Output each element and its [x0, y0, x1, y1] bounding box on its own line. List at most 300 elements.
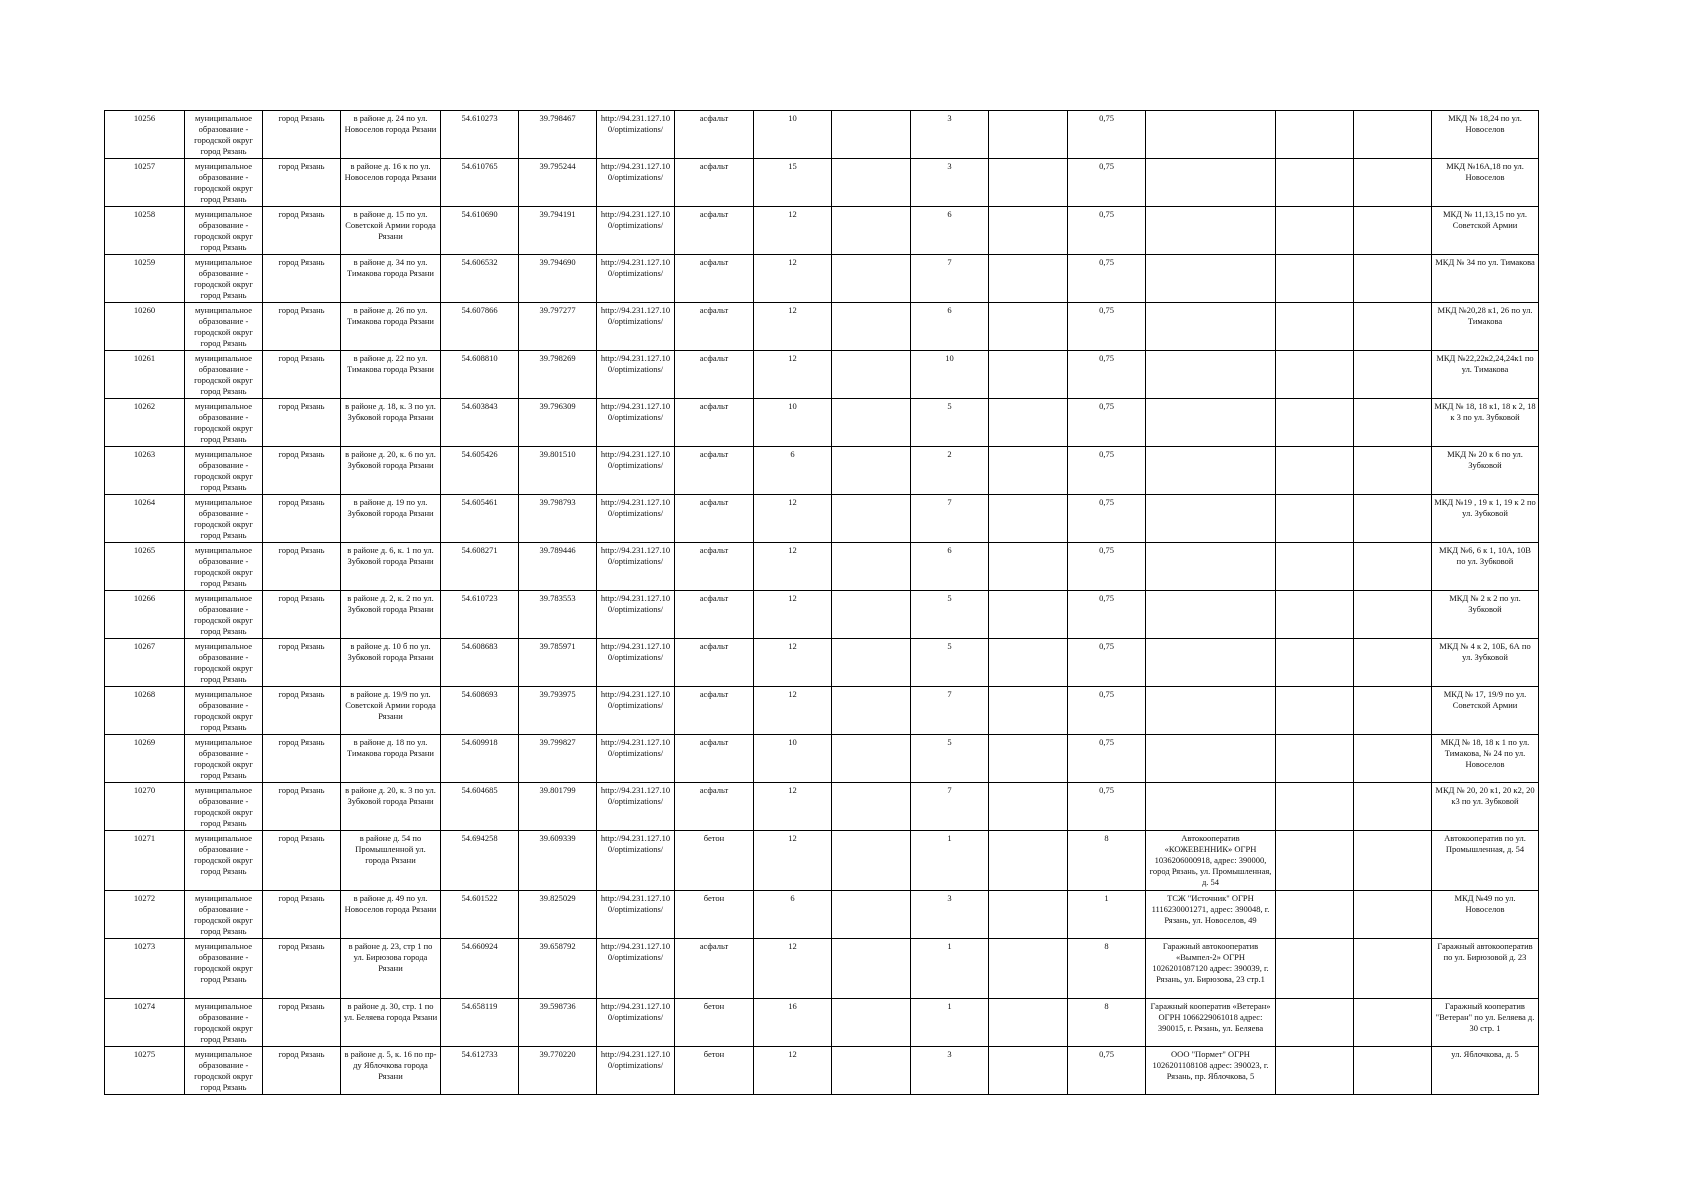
cell-containers: 7: [911, 495, 989, 543]
cell-map-link[interactable]: http://94.231.127.100/optimizations/: [597, 447, 675, 495]
cell-empty-2: [989, 159, 1068, 207]
cell-owner: ООО "Пормет" ОГРН 1026201108108 адрес: 390023, г. Рязань, пр. Яблочкова, 5: [1146, 1047, 1276, 1095]
cell-containers: 1: [911, 939, 989, 999]
cell-empty-1: [832, 735, 911, 783]
cell-empty-4: [1354, 303, 1432, 351]
cell-map-link[interactable]: http://94.231.127.100/optimizations/: [597, 831, 675, 891]
cell-empty-1: [832, 303, 911, 351]
cell-id: 10271: [105, 831, 185, 891]
cell-map-link[interactable]: http://94.231.127.100/optimizations/: [597, 735, 675, 783]
cell-source: МКД № 20 к 6 по ул. Зубковой: [1432, 447, 1539, 495]
cell-address: в районе д. 18 по ул. Тимакова города Рязани: [341, 735, 441, 783]
cell-empty-3: [1276, 447, 1354, 495]
cell-longitude: 39.797277: [519, 303, 597, 351]
cell-containers: 10: [911, 351, 989, 399]
cell-volume: 0,75: [1068, 1047, 1146, 1095]
cell-id: 10270: [105, 783, 185, 831]
cell-empty-4: [1354, 111, 1432, 159]
cell-empty-2: [989, 351, 1068, 399]
cell-empty-2: [989, 891, 1068, 939]
cell-empty-4: [1354, 543, 1432, 591]
cell-area: 12: [754, 351, 832, 399]
cell-source: МКД № 18, 18 к 1 по ул. Тимакова, № 24 по ул. Новоселов: [1432, 735, 1539, 783]
cell-empty-3: [1276, 159, 1354, 207]
cell-longitude: 39.798467: [519, 111, 597, 159]
cell-area: 16: [754, 999, 832, 1047]
cell-id: 10275: [105, 1047, 185, 1095]
table-row: [105, 303, 1539, 351]
cell-source: МКД № 18,24 по ул. Новоселов: [1432, 111, 1539, 159]
cell-owner: [1146, 735, 1276, 783]
cell-surface: бетон: [675, 999, 754, 1047]
cell-municipality: муниципальное образование - городской округ город Рязань: [185, 831, 263, 891]
cell-surface: асфальт: [675, 639, 754, 687]
cell-municipality: муниципальное образование - городской округ город Рязань: [185, 303, 263, 351]
cell-empty-4: [1354, 495, 1432, 543]
cell-map-link[interactable]: http://94.231.127.100/optimizations/: [597, 999, 675, 1047]
cell-empty-3: [1276, 1047, 1354, 1095]
cell-empty-4: [1354, 591, 1432, 639]
cell-municipality: муниципальное образование - городской округ город Рязань: [185, 351, 263, 399]
cell-source: МКД № 17, 19/9 по ул. Советской Армии: [1432, 687, 1539, 735]
cell-address: в районе д. 15 по ул. Советской Армии города Рязани: [341, 207, 441, 255]
cell-address: в районе д. 18, к. 3 по ул. Зубковой города Рязани: [341, 399, 441, 447]
cell-latitude: 54.605426: [441, 447, 519, 495]
cell-address: в районе д. 54 по Промышленной ул. города Рязани: [341, 831, 441, 891]
cell-settlement: город Рязань: [263, 255, 341, 303]
cell-source: МКД № 4 к 2, 10Б, 6А по ул. Зубковой: [1432, 639, 1539, 687]
cell-latitude: 54.604685: [441, 783, 519, 831]
cell-empty-2: [989, 591, 1068, 639]
cell-municipality: муниципальное образование - городской округ город Рязань: [185, 891, 263, 939]
cell-empty-4: [1354, 735, 1432, 783]
cell-source: Автокооператив по ул. Промышленная, д. 54: [1432, 831, 1539, 891]
cell-empty-4: [1354, 999, 1432, 1047]
cell-address: в районе д. 20, к. 6 по ул. Зубковой города Рязани: [341, 447, 441, 495]
cell-settlement: город Рязань: [263, 351, 341, 399]
cell-owner: [1146, 591, 1276, 639]
cell-containers: 7: [911, 687, 989, 735]
cell-empty-1: [832, 999, 911, 1047]
cell-latitude: 54.694258: [441, 831, 519, 891]
cell-empty-3: [1276, 207, 1354, 255]
cell-owner: [1146, 495, 1276, 543]
cell-empty-3: [1276, 111, 1354, 159]
cell-address: в районе д. 23, стр 1 по ул. Бирюзова города Рязани: [341, 939, 441, 999]
cell-map-link[interactable]: http://94.231.127.100/optimizations/: [597, 939, 675, 999]
cell-longitude: 39.799827: [519, 735, 597, 783]
cell-area: 6: [754, 447, 832, 495]
table-row: [105, 1047, 1539, 1095]
cell-settlement: город Рязань: [263, 207, 341, 255]
cell-area: 12: [754, 255, 832, 303]
cell-area: 10: [754, 735, 832, 783]
cell-containers: 6: [911, 207, 989, 255]
table-row: [105, 255, 1539, 303]
cell-area: 12: [754, 783, 832, 831]
cell-surface: бетон: [675, 1047, 754, 1095]
cell-municipality: муниципальное образование - городской округ город Рязань: [185, 207, 263, 255]
cell-address: в районе д. 20, к. 3 по ул. Зубковой города Рязани: [341, 783, 441, 831]
cell-empty-4: [1354, 159, 1432, 207]
cell-empty-3: [1276, 783, 1354, 831]
cell-empty-1: [832, 639, 911, 687]
cell-area: 12: [754, 831, 832, 891]
cell-settlement: город Рязань: [263, 543, 341, 591]
cell-volume: 0,75: [1068, 303, 1146, 351]
cell-empty-2: [989, 831, 1068, 891]
cell-surface: асфальт: [675, 159, 754, 207]
cell-containers: 5: [911, 639, 989, 687]
cell-volume: 1: [1068, 891, 1146, 939]
cell-empty-2: [989, 207, 1068, 255]
cell-area: 12: [754, 303, 832, 351]
cell-surface: асфальт: [675, 495, 754, 543]
cell-empty-4: [1354, 939, 1432, 999]
cell-id: 10265: [105, 543, 185, 591]
cell-municipality: муниципальное образование - городской округ город Рязань: [185, 111, 263, 159]
cell-id: 10259: [105, 255, 185, 303]
cell-settlement: город Рязань: [263, 303, 341, 351]
cell-settlement: город Рязань: [263, 639, 341, 687]
cell-settlement: город Рязань: [263, 831, 341, 891]
cell-empty-4: [1354, 1047, 1432, 1095]
registry-table: [104, 110, 1539, 1095]
cell-map-link[interactable]: http://94.231.127.100/optimizations/: [597, 783, 675, 831]
cell-volume: 0,75: [1068, 687, 1146, 735]
cell-map-link[interactable]: http://94.231.127.100/optimizations/: [597, 495, 675, 543]
cell-empty-1: [832, 783, 911, 831]
cell-id: 10269: [105, 735, 185, 783]
cell-containers: 1: [911, 999, 989, 1047]
cell-longitude: 39.794690: [519, 255, 597, 303]
cell-empty-4: [1354, 687, 1432, 735]
cell-address: в районе д. 16 к по ул. Новоселов города Рязани: [341, 159, 441, 207]
cell-area: 15: [754, 159, 832, 207]
cell-municipality: муниципальное образование - городской округ город Рязань: [185, 939, 263, 999]
cell-address: в районе д. 30, стр. 1 по ул. Беляева города Рязани: [341, 999, 441, 1047]
cell-settlement: город Рязань: [263, 111, 341, 159]
cell-containers: 7: [911, 255, 989, 303]
cell-map-link[interactable]: http://94.231.127.100/optimizations/: [597, 255, 675, 303]
cell-settlement: город Рязань: [263, 495, 341, 543]
cell-map-link[interactable]: http://94.231.127.100/optimizations/: [597, 639, 675, 687]
cell-longitude: 39.801510: [519, 447, 597, 495]
cell-map-link[interactable]: http://94.231.127.100/optimizations/: [597, 399, 675, 447]
cell-address: в районе д. 19/9 по ул. Советской Армии города Рязани: [341, 687, 441, 735]
cell-address: в районе д. 19 по ул. Зубковой города Рязани: [341, 495, 441, 543]
table-row: [105, 495, 1539, 543]
cell-map-link[interactable]: http://94.231.127.100/optimizations/: [597, 303, 675, 351]
cell-id: 10273: [105, 939, 185, 999]
cell-latitude: 54.610690: [441, 207, 519, 255]
cell-area: 10: [754, 399, 832, 447]
cell-municipality: муниципальное образование - городской округ город Рязань: [185, 999, 263, 1047]
cell-latitude: 54.609918: [441, 735, 519, 783]
cell-settlement: город Рязань: [263, 591, 341, 639]
cell-id: 10264: [105, 495, 185, 543]
cell-empty-2: [989, 543, 1068, 591]
cell-surface: бетон: [675, 831, 754, 891]
cell-longitude: 39.609339: [519, 831, 597, 891]
cell-containers: 3: [911, 1047, 989, 1095]
cell-id: 10274: [105, 999, 185, 1047]
cell-volume: 0,75: [1068, 255, 1146, 303]
cell-surface: асфальт: [675, 447, 754, 495]
cell-owner: [1146, 543, 1276, 591]
cell-empty-3: [1276, 495, 1354, 543]
cell-area: 12: [754, 207, 832, 255]
table-row: [105, 999, 1539, 1047]
cell-source: Гаражный автокооператив по ул. Бирюзовой д. 23: [1432, 939, 1539, 999]
cell-id: 10262: [105, 399, 185, 447]
cell-latitude: 54.608271: [441, 543, 519, 591]
cell-empty-4: [1354, 255, 1432, 303]
cell-empty-3: [1276, 255, 1354, 303]
cell-volume: 0,75: [1068, 783, 1146, 831]
table-row: [105, 159, 1539, 207]
cell-surface: асфальт: [675, 687, 754, 735]
cell-owner: [1146, 303, 1276, 351]
cell-empty-3: [1276, 735, 1354, 783]
cell-surface: асфальт: [675, 111, 754, 159]
cell-volume: 0,75: [1068, 351, 1146, 399]
cell-volume: 0,75: [1068, 399, 1146, 447]
table-row: [105, 831, 1539, 891]
cell-longitude: 39.658792: [519, 939, 597, 999]
table-row: [105, 939, 1539, 999]
cell-surface: асфальт: [675, 207, 754, 255]
cell-area: 12: [754, 543, 832, 591]
table-row: [105, 687, 1539, 735]
cell-longitude: 39.796309: [519, 399, 597, 447]
cell-address: в районе д. 26 по ул. Тимакова города Рязани: [341, 303, 441, 351]
cell-latitude: 54.608693: [441, 687, 519, 735]
cell-owner: ТСЖ "Источник" ОГРН 1116230001271, адрес: 390048, г. Рязань, ул. Новоселов, 49: [1146, 891, 1276, 939]
cell-containers: 3: [911, 159, 989, 207]
table-row: [105, 735, 1539, 783]
cell-longitude: 39.783553: [519, 591, 597, 639]
table-row: [105, 351, 1539, 399]
cell-surface: асфальт: [675, 735, 754, 783]
cell-settlement: город Рязань: [263, 1047, 341, 1095]
table-row: [105, 591, 1539, 639]
cell-map-link[interactable]: http://94.231.127.100/optimizations/: [597, 687, 675, 735]
cell-address: в районе д. 2, к. 2 по ул. Зубковой города Рязани: [341, 591, 441, 639]
cell-containers: 6: [911, 543, 989, 591]
cell-map-link[interactable]: http://94.231.127.100/optimizations/: [597, 543, 675, 591]
cell-settlement: город Рязань: [263, 783, 341, 831]
cell-latitude: 54.603843: [441, 399, 519, 447]
cell-empty-3: [1276, 891, 1354, 939]
cell-empty-4: [1354, 207, 1432, 255]
cell-latitude: 54.610723: [441, 591, 519, 639]
cell-empty-1: [832, 447, 911, 495]
cell-id: 10256: [105, 111, 185, 159]
cell-empty-1: [832, 111, 911, 159]
cell-longitude: 39.798793: [519, 495, 597, 543]
cell-containers: 5: [911, 735, 989, 783]
cell-empty-2: [989, 939, 1068, 999]
cell-owner: Гаражный автокооператив «Вымпел-2» ОГРН 1026201087120 адрес: 390039, г. Рязань, ул. Бирюзова, 23 стр.1: [1146, 939, 1276, 999]
cell-empty-2: [989, 999, 1068, 1047]
cell-map-link[interactable]: http://94.231.127.100/optimizations/: [597, 591, 675, 639]
cell-empty-3: [1276, 399, 1354, 447]
cell-surface: бетон: [675, 891, 754, 939]
cell-longitude: 39.801799: [519, 783, 597, 831]
cell-settlement: город Рязань: [263, 939, 341, 999]
cell-owner: Гаражный кооператив «Ветеран» ОГРН 1066229061018 адрес: 390015, г. Рязань, ул. Беляева: [1146, 999, 1276, 1047]
cell-volume: 0,75: [1068, 543, 1146, 591]
cell-settlement: город Рязань: [263, 999, 341, 1047]
cell-area: 6: [754, 891, 832, 939]
cell-settlement: город Рязань: [263, 687, 341, 735]
cell-map-link[interactable]: http://94.231.127.100/optimizations/: [597, 207, 675, 255]
cell-map-link[interactable]: http://94.231.127.100/optimizations/: [597, 111, 675, 159]
cell-address: в районе д. 10 б по ул. Зубковой города Рязани: [341, 639, 441, 687]
cell-settlement: город Рязань: [263, 735, 341, 783]
cell-settlement: город Рязань: [263, 159, 341, 207]
cell-owner: [1146, 255, 1276, 303]
cell-municipality: муниципальное образование - городской округ город Рязань: [185, 783, 263, 831]
cell-volume: 0,75: [1068, 591, 1146, 639]
cell-containers: 5: [911, 591, 989, 639]
cell-source: МКД №22,22к2,24,24к1 по ул. Тимакова: [1432, 351, 1539, 399]
cell-longitude: 39.825029: [519, 891, 597, 939]
cell-municipality: муниципальное образование - городской округ город Рязань: [185, 543, 263, 591]
cell-latitude: 54.608810: [441, 351, 519, 399]
cell-source: МКД №19 , 19 к 1, 19 к 2 по ул. Зубковой: [1432, 495, 1539, 543]
cell-owner: [1146, 111, 1276, 159]
cell-empty-4: [1354, 783, 1432, 831]
cell-empty-3: [1276, 351, 1354, 399]
cell-municipality: муниципальное образование - городской округ город Рязань: [185, 447, 263, 495]
cell-source: МКД №49 по ул. Новоселов: [1432, 891, 1539, 939]
cell-volume: 0,75: [1068, 495, 1146, 543]
cell-map-link[interactable]: http://94.231.127.100/optimizations/: [597, 1047, 675, 1095]
cell-owner: [1146, 447, 1276, 495]
cell-volume: 8: [1068, 831, 1146, 891]
cell-latitude: 54.608683: [441, 639, 519, 687]
cell-empty-2: [989, 399, 1068, 447]
cell-municipality: муниципальное образование - городской округ город Рязань: [185, 255, 263, 303]
cell-owner: [1146, 687, 1276, 735]
table-row: [105, 891, 1539, 939]
cell-surface: асфальт: [675, 399, 754, 447]
cell-map-link[interactable]: http://94.231.127.100/optimizations/: [597, 891, 675, 939]
cell-empty-2: [989, 687, 1068, 735]
cell-empty-1: [832, 207, 911, 255]
cell-volume: 0,75: [1068, 447, 1146, 495]
cell-address: в районе д. 24 по ул. Новоселов города Рязани: [341, 111, 441, 159]
cell-latitude: 54.610273: [441, 111, 519, 159]
cell-longitude: 39.794191: [519, 207, 597, 255]
cell-id: 10261: [105, 351, 185, 399]
cell-address: в районе д. 6, к. 1 по ул. Зубковой города Рязани: [341, 543, 441, 591]
cell-latitude: 54.612733: [441, 1047, 519, 1095]
cell-source: Гаражный кооператив "Ветеран" по ул. Беляева д. 30 стр. 1: [1432, 999, 1539, 1047]
cell-area: 12: [754, 591, 832, 639]
cell-empty-4: [1354, 891, 1432, 939]
cell-volume: 0,75: [1068, 159, 1146, 207]
cell-containers: 3: [911, 891, 989, 939]
cell-source: МКД №16А,18 по ул. Новоселов: [1432, 159, 1539, 207]
cell-id: 10260: [105, 303, 185, 351]
cell-id: 10258: [105, 207, 185, 255]
cell-latitude: 54.607866: [441, 303, 519, 351]
cell-surface: асфальт: [675, 351, 754, 399]
cell-source: МКД №20,28 к1, 26 по ул. Тимакова: [1432, 303, 1539, 351]
table-row: [105, 783, 1539, 831]
cell-latitude: 54.601522: [441, 891, 519, 939]
cell-owner: [1146, 399, 1276, 447]
cell-surface: асфальт: [675, 303, 754, 351]
cell-source: МКД № 20, 20 к1, 20 к2, 20 к3 по ул. Зубковой: [1432, 783, 1539, 831]
cell-empty-1: [832, 159, 911, 207]
cell-empty-3: [1276, 687, 1354, 735]
cell-empty-1: [832, 687, 911, 735]
cell-surface: асфальт: [675, 255, 754, 303]
cell-municipality: муниципальное образование - городской округ город Рязань: [185, 687, 263, 735]
cell-address: в районе д. 22 по ул. Тимакова города Рязани: [341, 351, 441, 399]
cell-empty-2: [989, 1047, 1068, 1095]
cell-latitude: 54.605461: [441, 495, 519, 543]
cell-map-link[interactable]: http://94.231.127.100/optimizations/: [597, 159, 675, 207]
cell-empty-3: [1276, 591, 1354, 639]
cell-empty-1: [832, 891, 911, 939]
cell-longitude: 39.770220: [519, 1047, 597, 1095]
cell-owner: [1146, 159, 1276, 207]
cell-containers: 1: [911, 831, 989, 891]
cell-area: 12: [754, 939, 832, 999]
cell-volume: 0,75: [1068, 207, 1146, 255]
cell-id: 10257: [105, 159, 185, 207]
cell-empty-3: [1276, 831, 1354, 891]
cell-source: МКД № 2 к 2 по ул. Зубковой: [1432, 591, 1539, 639]
cell-latitude: 54.660924: [441, 939, 519, 999]
cell-containers: 3: [911, 111, 989, 159]
cell-address: в районе д. 34 по ул. Тимакова города Рязани: [341, 255, 441, 303]
cell-containers: 2: [911, 447, 989, 495]
cell-address: в районе д. 5, к. 16 по пр-ду Яблочкова города Рязани: [341, 1047, 441, 1095]
cell-latitude: 54.658119: [441, 999, 519, 1047]
cell-source: МКД № 18, 18 к1, 18 к 2, 18 к 3 по ул. Зубковой: [1432, 399, 1539, 447]
cell-area: 12: [754, 1047, 832, 1095]
table-row: [105, 111, 1539, 159]
cell-empty-2: [989, 639, 1068, 687]
cell-empty-1: [832, 831, 911, 891]
cell-map-link[interactable]: http://94.231.127.100/optimizations/: [597, 351, 675, 399]
cell-volume: 0,75: [1068, 639, 1146, 687]
cell-empty-1: [832, 255, 911, 303]
cell-longitude: 39.795244: [519, 159, 597, 207]
cell-empty-3: [1276, 939, 1354, 999]
cell-longitude: 39.785971: [519, 639, 597, 687]
cell-municipality: муниципальное образование - городской округ город Рязань: [185, 1047, 263, 1095]
cell-id: 10272: [105, 891, 185, 939]
cell-id: 10266: [105, 591, 185, 639]
cell-settlement: город Рязань: [263, 891, 341, 939]
cell-municipality: муниципальное образование - городской округ город Рязань: [185, 735, 263, 783]
cell-empty-3: [1276, 999, 1354, 1047]
cell-empty-1: [832, 591, 911, 639]
cell-empty-2: [989, 735, 1068, 783]
cell-owner: [1146, 207, 1276, 255]
cell-empty-1: [832, 939, 911, 999]
table-row: [105, 399, 1539, 447]
cell-surface: асфальт: [675, 591, 754, 639]
table-row: [105, 207, 1539, 255]
